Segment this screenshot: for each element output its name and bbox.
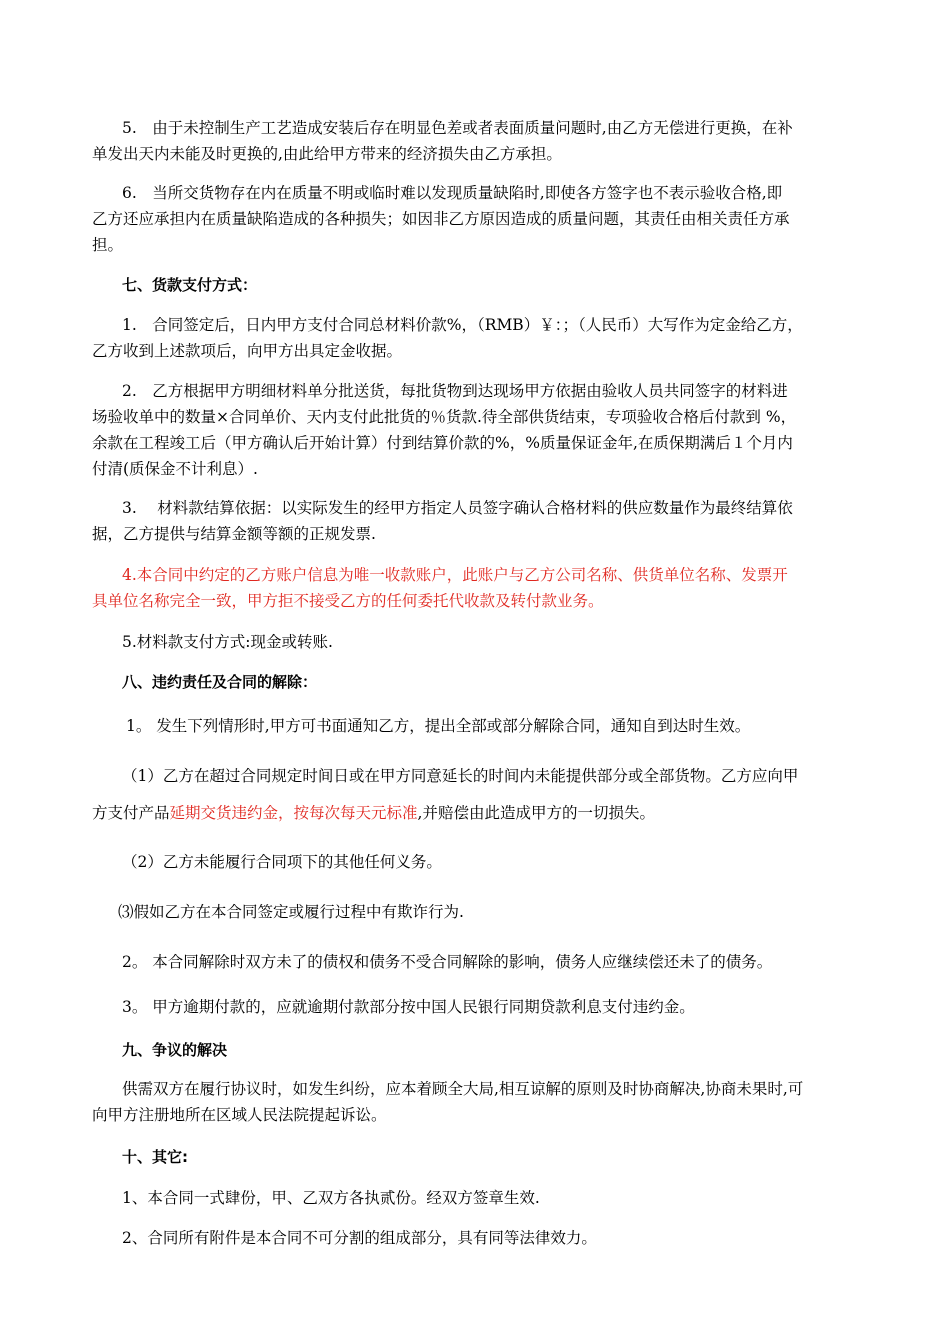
clause-8-1-sub-2: （2）乙方未能履行合同项下的其他任何义务。 — [122, 853, 442, 871]
section-9-body-line-2: 向甲方注册地所在区域人民法院提起诉讼。 — [92, 1106, 387, 1124]
clause-8-1-sub-3: ⑶假如乙方在本合同签定或履行过程中有欺诈行为. — [118, 903, 464, 921]
clause-6-6-line-3: 担。 — [92, 236, 124, 254]
clause-7-5: 5.材料款支付方式:现金或转账. — [122, 633, 333, 651]
clause-6-6-line-1: 6. 当所交货物存在内在质量不明或临时难以发现质量缺陷时,即使各方签字也不表示验收合格,即 — [122, 184, 783, 202]
clause-10-2: 2、合同所有附件是本合同不可分割的组成部分，具有同等法律效力。 — [122, 1229, 597, 1247]
clause-8-1-sub-1-text-c: ,并赔偿由此造成甲方的一切损失。 — [417, 804, 655, 822]
clause-8-2: 2。 本合同解除时双方未了的债权和债务不受合同解除的影响，债务人应继续偿还未了的债务。 — [122, 953, 773, 971]
clause-8-1-sub-1-line-1: （1）乙方在超过合同规定时间日或在甲方同意延长的时间内未能提供部分或全部货物。乙方应向甲 — [122, 767, 799, 785]
late-delivery-penalty-text: 延期交货违约金，按每次每天元标准 — [169, 804, 418, 822]
clause-7-4-line-1: 4.本合同中约定的乙方账户信息为唯一收款账户，此账户与乙方公司名称、供货单位名称、发票开 — [122, 566, 788, 584]
clause-7-2-line-2: 场验收单中的数量×合同单价、天内支付此批货的％货款.待全部供货结束，专项验收合格后付款到 %， — [92, 408, 797, 426]
clause-7-2-line-1: 2. 乙方根据甲方明细材料单分批送货，每批货物到达现场甲方依据由验收人员共同签字的材料进 — [122, 382, 788, 400]
clause-6-5-line-1: 5. 由于未控制生产工艺造成安装后存在明显色差或者表面质量问题时,由乙方无偿进行更换，在补 — [122, 119, 793, 137]
clause-7-3-line-2: 据，乙方提供与结算金额等额的正规发票. — [92, 525, 376, 543]
clause-7-1-line-1: 1. 合同签定后，日内甲方支付合同总材料价款%，（RMB）￥：；（人民币）大写作为定金给乙方， — [122, 316, 803, 334]
section-10-heading: 十、其它: — [122, 1148, 188, 1166]
section-9-heading: 九、争议的解决 — [122, 1041, 228, 1059]
clause-8-1: 1。 发生下列情形时,甲方可书面通知乙方，提出全部或部分解除合同，通知自到达时生效。 — [126, 717, 751, 735]
clause-8-1-sub-1-line-2 — [92, 803, 655, 823]
clause-7-1-line-2: 乙方收到上述款项后，向甲方出具定金收据。 — [92, 342, 403, 360]
section-9-body-line-1: 供需双方在履行协议时，如发生纠纷，应本着顾全大局,相互谅解的原则及时协商解决,协商未果时,可 — [122, 1080, 804, 1098]
clause-7-3-line-1: 3. 材料款结算依据：以实际发生的经甲方指定人员签字确认合格材料的供应数量作为最终结算依 — [122, 499, 793, 517]
clause-6-6-line-2: 乙方还应承担内在质量缺陷造成的各种损失；如因非乙方原因造成的质量问题，其责任由相关责任方承 — [92, 210, 790, 228]
clause-7-4-line-2: 具单位名称完全一致，甲方拒不接受乙方的任何委托代收款及转付款业务。 — [92, 592, 604, 610]
clause-8-3: 3。 甲方逾期付款的，应就逾期付款部分按中国人民银行同期贷款利息支付违约金。 — [122, 998, 695, 1016]
clause-10-1: 1、本合同一式肆份，甲、乙双方各执贰份。经双方签章生效. — [122, 1189, 540, 1207]
section-8-heading: 八、违约责任及合同的解除： — [122, 673, 318, 691]
clause-7-2-line-4: 付清(质保金不计利息）. — [92, 460, 258, 478]
clause-7-2-line-3: 余款在工程竣工后（甲方确认后开始计算）付到结算价款的%，%质量保证金年,在质保期满后１个月内 — [92, 434, 793, 452]
clause-8-1-sub-1-text-a: 方支付产品 — [92, 804, 170, 822]
section-7-heading: 七、货款支付方式： — [122, 276, 258, 294]
clause-6-5-line-2: 单发出天内未能及时更换的,由此给甲方带来的经济损失由乙方承担。 — [92, 145, 562, 163]
